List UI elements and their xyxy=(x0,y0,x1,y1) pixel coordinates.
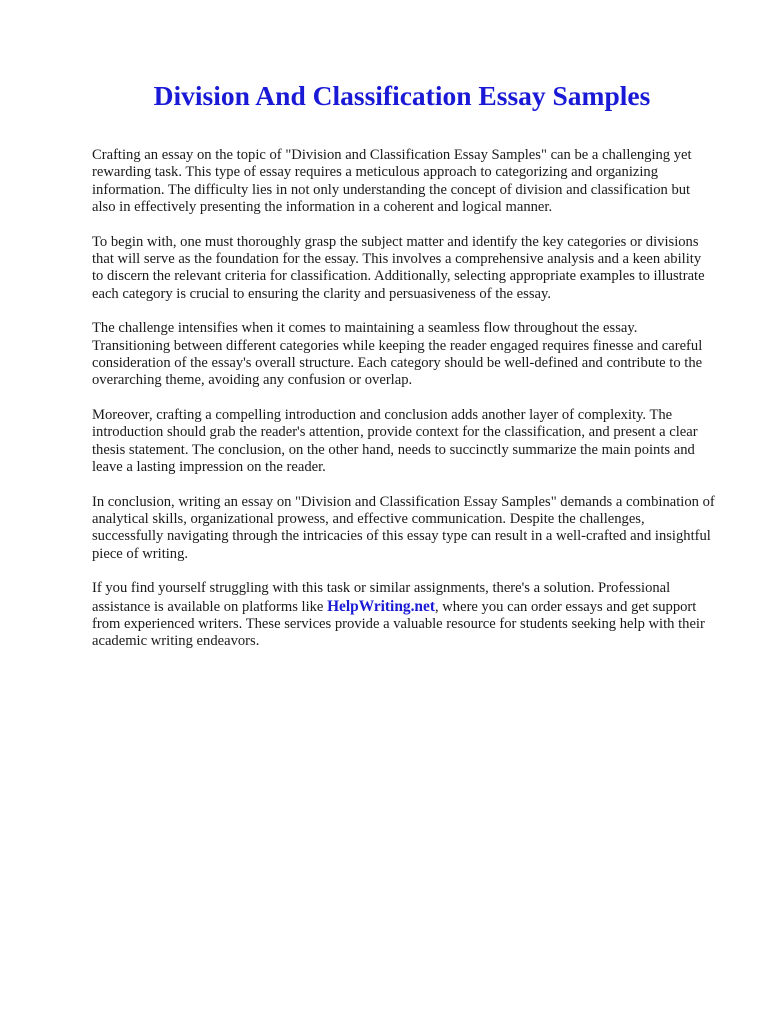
paragraph-6-text-before-link: If you find yourself struggling with this task or similar assignments, there's a solution. Professional assistance is available on platforms like xyxy=(92,580,671,615)
paragraph-2: To begin with, one must thoroughly grasp the subject matter and identify the key categories or divisions that will serve as the foundation for the essay. This involves a comprehensive analysis and a keen ability to discern the relevant criteria for classification. Additionally, selecting appropriate examples to illustrate each category is crucial to ensuring the clarity and persuasiveness of the essay. xyxy=(92,233,705,302)
document-title: Division And Classification Essay Samples xyxy=(153,80,651,111)
paragraph-1: Crafting an essay on the topic of "Division and Classification Essay Samples" can be a challenging yet rewarding task. This type of essay requires a meticulous approach to categorizing and organizing information. The difficulty lies in not only understanding the concept of division and classification but also in effectively presenting the information in a coherent and logical manner. xyxy=(92,147,692,216)
paragraph-4: Moreover, crafting a compelling introduction and conclusion adds another layer of complexity. The introduction should grab the reader's attention, provide context for the classification, and present a clear thesis statement. The conclusion, on the other hand, needs to succinctly summarize the main points and leave a lasting impression on the reader. xyxy=(92,406,698,476)
paragraph-3: The challenge intensifies when it comes to maintaining a seamless flow throughout the essay. Transitioning between different categories while keeping the reader engaged requires finesse and careful consideration of the essay's overall structure. Each category should be well-defined and contribute to the overarching theme, avoiding any confusion or overlap. xyxy=(92,320,703,389)
paragraph-6 xyxy=(92,580,716,651)
helpwriting-link[interactable]: HelpWriting.net xyxy=(327,597,435,615)
paragraph-5: In conclusion, writing an essay on "Division and Classification Essay Samples" demands a combination of analytical skills, organizational prowess, and effective communication. Despite the challenges, successfully navigating through the intricacies of this essay type can result in a well-crafted and insightful piece of writing. xyxy=(92,493,715,562)
paragraph-6-text-after-link: , where you can order essays and get support from experienced writers. These services provide a valuable resource for students seeking help with their academic writing endeavors. xyxy=(92,598,705,650)
